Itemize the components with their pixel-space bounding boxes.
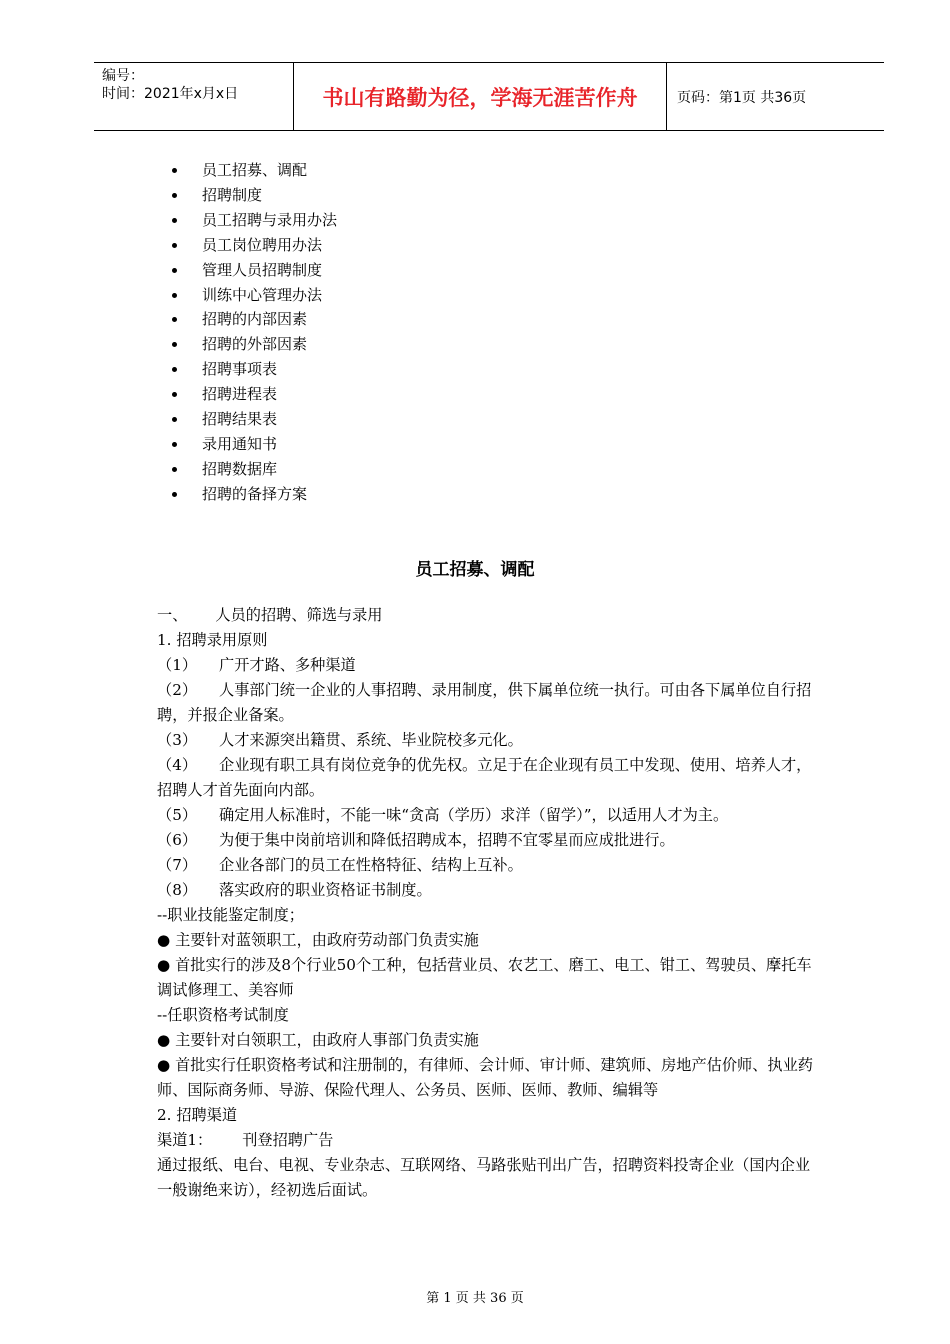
bullet-icon [172,367,177,372]
list-item: （2） 人事部门统一企业的人事招聘、录用制度，供下属单位统一执行。可由各下属单位自行招聘，并报企业备案。 [157,681,812,724]
toc-item[interactable]: 管理人员招聘制度 [170,258,337,283]
bullet-icon [172,218,177,223]
page-footer: 第 1 页 共 36 页 [426,1291,524,1306]
list-item: （8） 落实政府的职业资格证书制度。 [157,881,432,899]
bullet-icon [172,317,177,322]
bullet-icon [172,467,177,472]
sub-heading: --任职资格考试制度 [157,1006,289,1024]
channel-heading: 渠道1： 刊登招聘广告 [157,1131,334,1149]
table-of-contents [170,158,337,507]
bullet-icon [172,492,177,497]
bullet-paragraph: ● 首批实行任职资格考试和注册制的，有律师、会计师、审计师、建筑师、房地产估价师、执业药师、国际商务师、导游、保险代理人、公务员、医师、医师、教师、编辑等 [157,1056,813,1099]
toc-item[interactable]: 训练中心管理办法 [170,283,337,308]
bullet-icon [172,417,177,422]
document-number: 编号： [102,68,144,84]
bullet-icon [172,392,177,397]
bullet-icon [172,193,177,198]
document-body [157,603,820,1203]
document-time: 时间：2021年x月x日 [102,86,239,102]
list-item: （3） 人才来源突出籍贯、系统、毕业院校多元化。 [157,731,523,749]
bullet-paragraph: ● 主要针对白领职工，由政府人事部门负责实施 [157,1031,479,1049]
list-item: （6） 为便于集中岗前培训和降低招聘成本，招聘不宜零星而应成批进行。 [157,831,675,849]
bullet-paragraph: ● 首批实行的涉及8个行业50个工种，包括营业员、农艺工、磨工、电工、钳工、驾驶员、摩托车调试修理工、美容师 [157,956,812,999]
list-item: （4） 企业现有职工具有岗位竞争的优先权。立足于在企业现有员工中发现、使用、培养人才，招聘人才首先面向内部。 [157,756,812,799]
heading-1: 一、 人员的招聘、筛选与录用 [157,606,383,624]
toc-item[interactable]: 招聘的外部因素 [170,332,337,357]
list-item: （5） 确定用人标准时，不能一味“贪高（学历）求洋（留学）”，以适用人才为主。 [157,806,729,824]
header-page-number: 页码：第1页 共36页 [677,89,807,106]
list-item: （7） 企业各部门的员工在性格特征、结构上互补。 [157,856,523,874]
toc-item[interactable]: 招聘进程表 [170,382,337,407]
toc-item[interactable]: 招聘事项表 [170,357,337,382]
toc-item[interactable]: 招聘制度 [170,183,337,208]
paragraph: 通过报纸、电台、电视、专业杂志、互联网络、马路张贴刊出广告，招聘资料投寄企业（国内企业一般谢绝来访），经初选后面试。 [157,1156,811,1199]
toc-item[interactable]: 员工岗位聘用办法 [170,233,337,258]
toc-item[interactable]: 员工招募、调配 [170,158,337,183]
list-item: （1） 广开才路、多种渠道 [157,656,356,674]
toc-item[interactable]: 招聘的备择方案 [170,482,337,507]
toc-item[interactable]: 招聘结果表 [170,407,337,432]
paragraph: 1. 招聘录用原则 [157,631,268,649]
paragraph: 2. 招聘渠道 [157,1106,238,1124]
header-meta [94,63,294,130]
bullet-icon [172,168,177,173]
bullet-icon [172,293,177,298]
bullet-icon [172,243,177,248]
toc-item[interactable]: 招聘数据库 [170,457,337,482]
header-motto: 书山有路勤为径，学海无涯苦作舟 [294,63,667,130]
section-title: 员工招募、调配 [415,560,535,580]
bullet-icon [172,268,177,273]
toc-item[interactable]: 录用通知书 [170,432,337,457]
sub-heading: --职业技能鉴定制度； [157,906,304,924]
toc-item[interactable]: 员工招聘与录用办法 [170,208,337,233]
bullet-icon [172,342,177,347]
page-header [94,62,884,131]
bullet-icon [172,442,177,447]
toc-item[interactable]: 招聘的内部因素 [170,307,337,332]
bullet-paragraph: ● 主要针对蓝领职工，由政府劳动部门负责实施 [157,931,479,949]
